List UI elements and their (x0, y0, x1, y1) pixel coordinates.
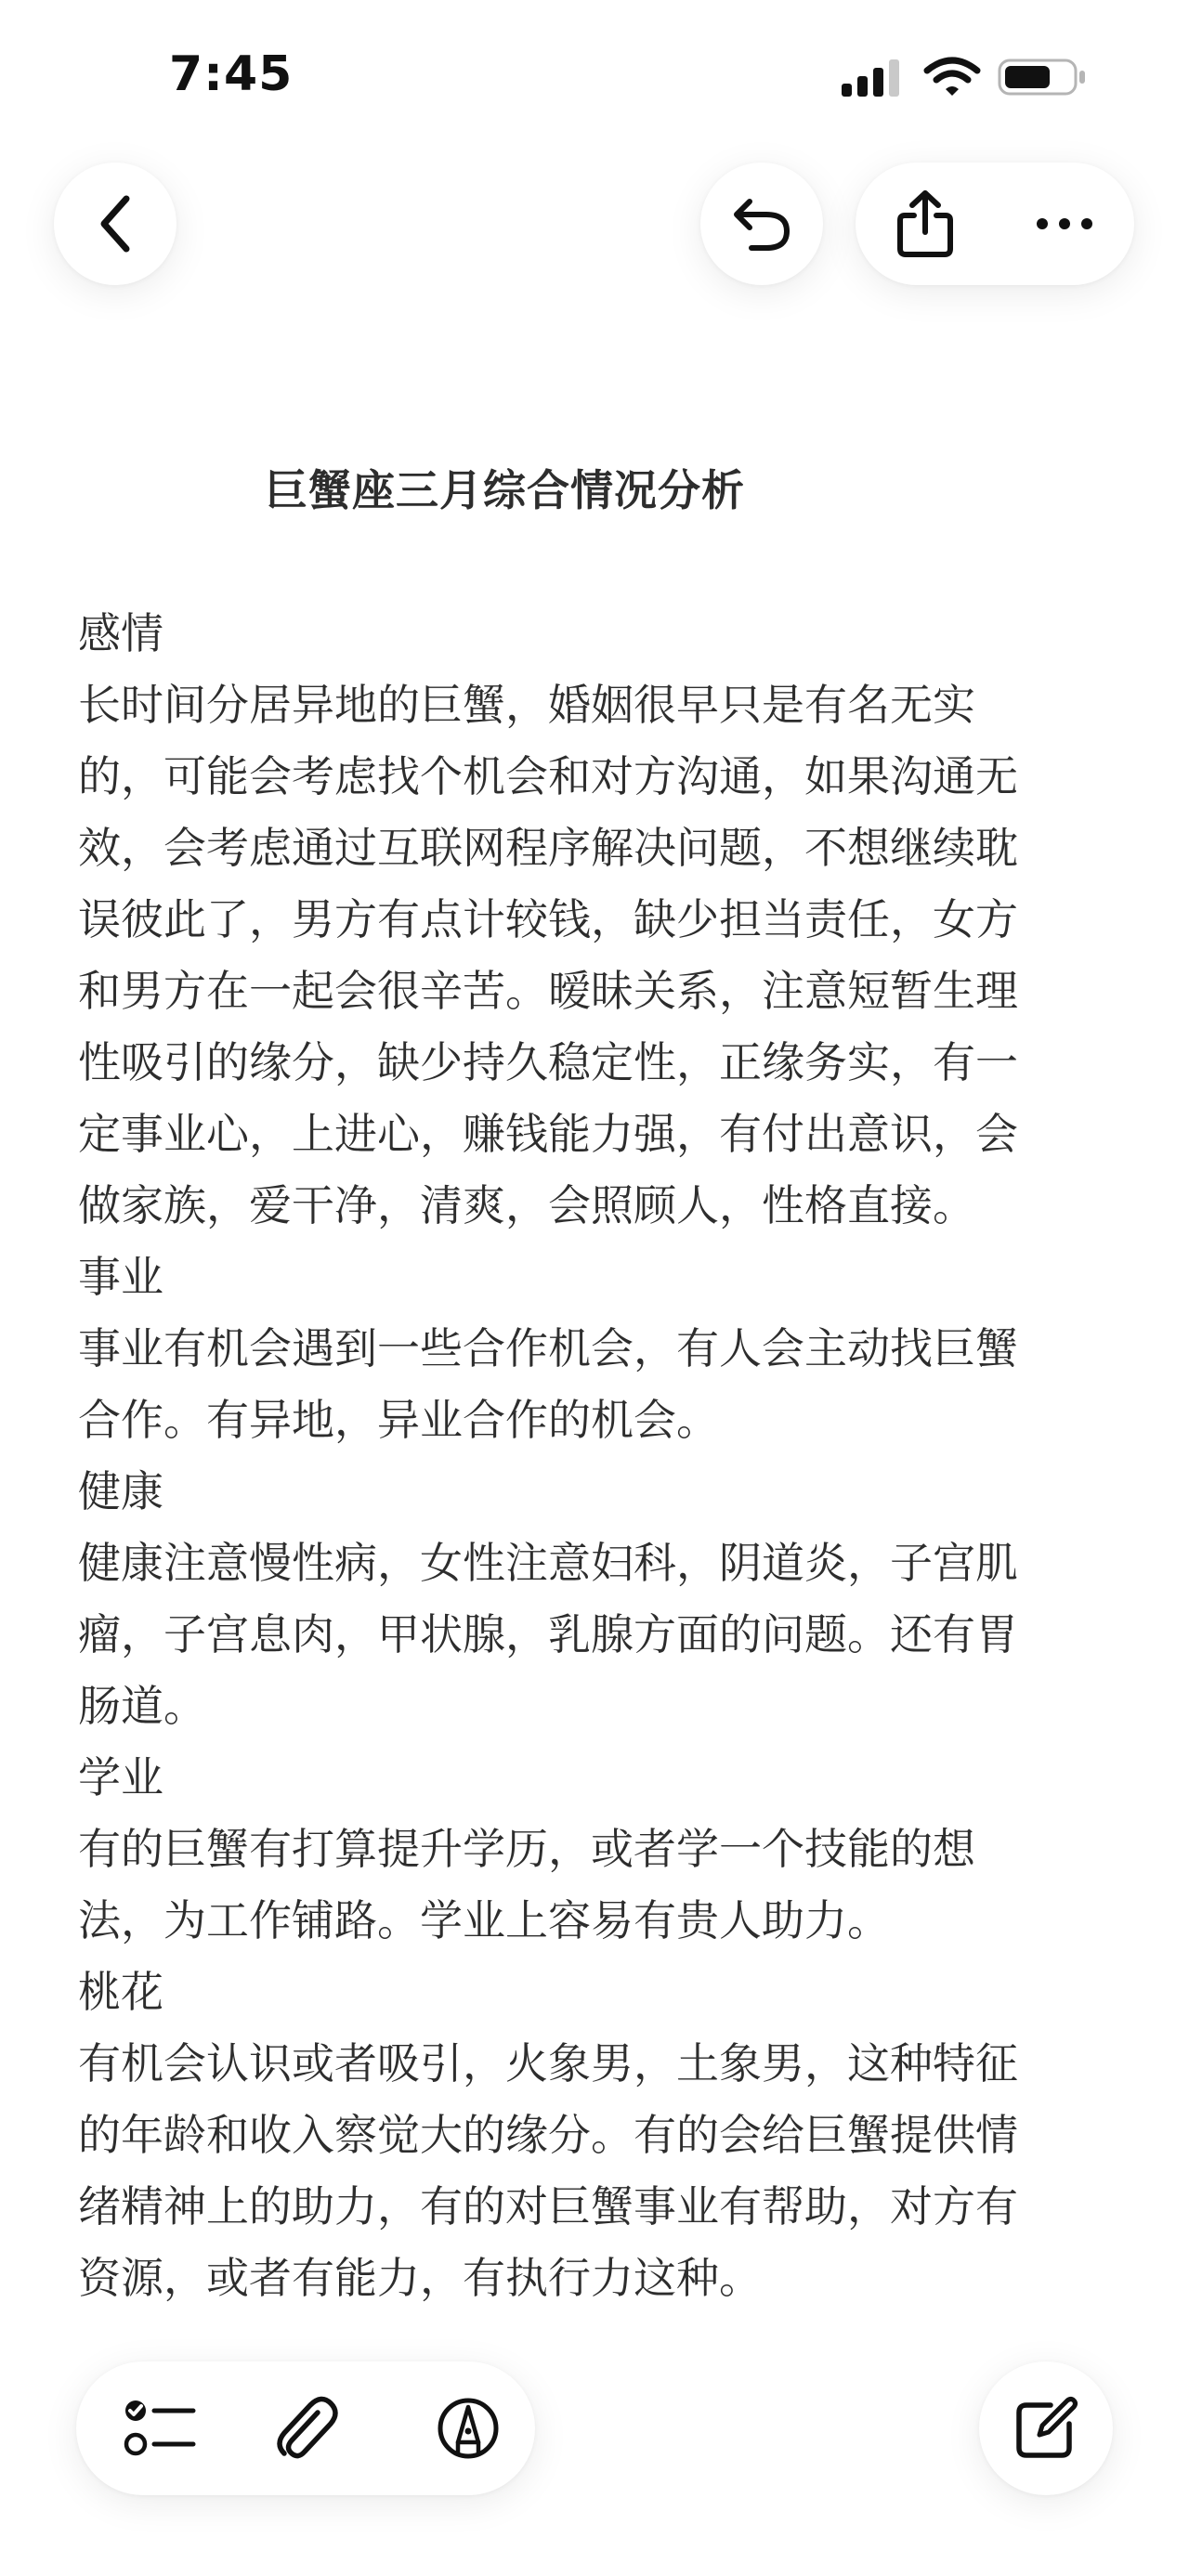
note-line: 学业 (78, 1752, 163, 1802)
compose-button[interactable] (979, 2361, 1113, 2495)
note-body[interactable] (78, 598, 1118, 2314)
ellipsis-icon (1035, 216, 1094, 231)
checklist-button[interactable] (95, 2361, 225, 2495)
note-line: 做家族，爱干净，清爽，会照顾人，性格直接。 (78, 1180, 975, 1230)
note-line: 事业 (78, 1252, 163, 1302)
note-line: 长时间分居异地的巨蟹，婚姻很早只是有名无实 (78, 680, 975, 730)
bottom-toolbar (76, 2361, 535, 2495)
note-line: 和男方在一起会很辛苦。暧昧关系，注意短暂生理 (78, 966, 1018, 1016)
share-icon (895, 189, 955, 258)
markup-pen-icon (436, 2396, 501, 2461)
checklist-icon (123, 2398, 197, 2459)
more-button[interactable] (995, 163, 1134, 285)
note-line: 误彼此了，男方有点计较钱，缺少担当责任，女方 (78, 894, 1018, 944)
note-line: 桃花 (78, 1967, 163, 2017)
note-line: 有的巨蟹有打算提升学历，或者学一个技能的想 (78, 1824, 975, 1874)
undo-button[interactable] (700, 163, 823, 285)
status-time: 7:45 (169, 46, 294, 102)
note-line: 健康 (78, 1466, 163, 1516)
note-line: 肠道。 (78, 1681, 206, 1731)
undo-icon (731, 196, 792, 252)
note-line: 有机会认识或者吸引，火象男，土象男，这种特征 (78, 2038, 1018, 2088)
cellular-signal-icon (840, 56, 907, 98)
back-button[interactable] (54, 163, 176, 285)
compose-icon (1013, 2396, 1078, 2461)
note-line: 事业有机会遇到一些合作机会，有人会主动找巨蟹 (78, 1323, 1018, 1373)
status-bar (0, 0, 1189, 149)
note-line: 法，为工作铺路。学业上容易有贵人助力。 (78, 1895, 890, 1945)
note-line: 的，可能会考虑找个机会和对方沟通，如果沟通无 (78, 751, 1018, 801)
note-line: 定事业心，上进心，赚钱能力强，有付出意识，会 (78, 1109, 1018, 1159)
note-line: 资源，或者有能力，有执行力这种。 (78, 2253, 762, 2303)
note-line: 健康注意慢性病，女性注意妇科，阴道炎，子宫肌 (78, 1538, 1018, 1588)
note-line: 性吸引的缘分，缺少持久稳定性，正缘务实，有一 (78, 1037, 1018, 1087)
note-line: 瘤，子宫息肉，甲状腺，乳腺方面的问题。还有胃 (78, 1609, 1018, 1659)
markup-button[interactable] (403, 2361, 533, 2495)
share-more-group (856, 163, 1134, 285)
note-line: 的年龄和收入察觉大的缘分。有的会给巨蟹提供情 (78, 2110, 1018, 2160)
note-line: 效，会考虑通过互联网程序解决问题，不想继续耽 (78, 823, 1018, 873)
status-icons (840, 56, 1091, 102)
home-indicator[interactable] (427, 2543, 762, 2554)
note-title[interactable]: 巨蟹座三月综合情况分析 (265, 465, 745, 515)
note-line: 合作。有异地，异业合作的机会。 (78, 1395, 719, 1445)
share-button[interactable] (856, 163, 995, 285)
wifi-icon (923, 56, 981, 98)
chevron-left-icon (97, 195, 134, 253)
note-line: 感情 (78, 608, 163, 658)
battery-icon (998, 56, 1087, 98)
attach-button[interactable] (241, 2361, 371, 2495)
note-line: 绪精神上的助力，有的对巨蟹事业有帮助，对方有 (78, 2181, 1018, 2231)
paperclip-icon (273, 2394, 338, 2463)
